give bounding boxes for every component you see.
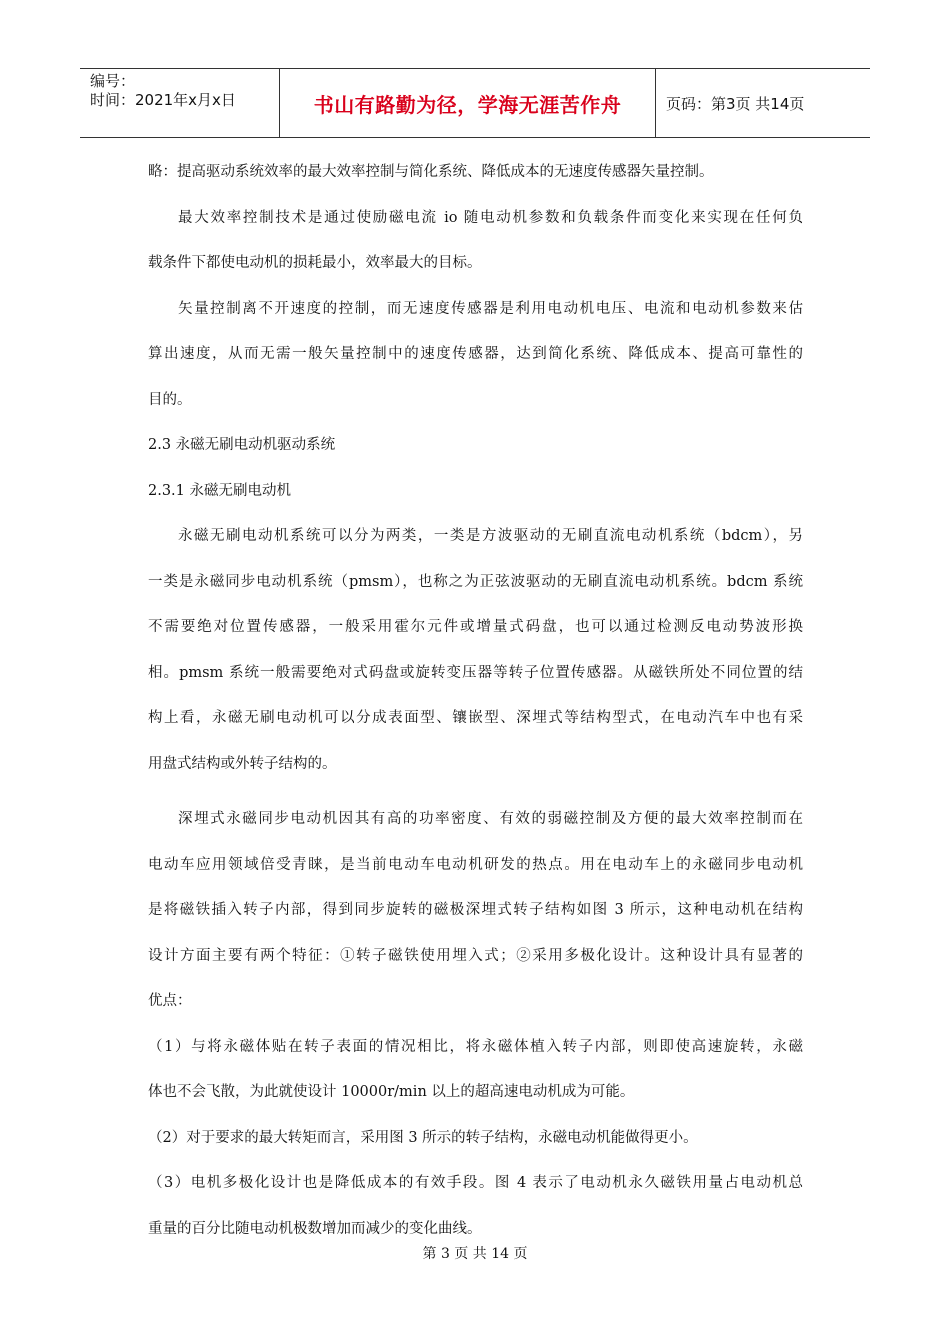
list-item-line: （3）电机多极化设计也是降低成本的有效手段。图 4 表示了电动机永久磁铁用量占电动机总	[148, 1175, 803, 1191]
paragraph-line: 一类是永磁同步电动机系统（pmsm），也称之为正弦波驱动的无刷直流电动机系统。bdcm 系统	[148, 573, 803, 590]
paragraph-line: 矢量控制离不开速度的控制，而无速度传感器是利用电动机电压、电流和电动机参数来估	[178, 300, 803, 317]
paragraph-line: 不需要绝对位置传感器，一般采用霍尔元件或增量式码盘，也可以通过检测反电动势波形换	[148, 619, 803, 635]
paragraph-line: 永磁无刷电动机系统可以分为两类，一类是方波驱动的无刷直流电动机系统（bdcm），另	[178, 528, 803, 544]
paragraph-line: 是将磁铁插入转子内部，得到同步旋转的磁极深埋式转子结构如图 3 所示，这种电动机在结构	[148, 902, 803, 918]
document-body	[148, 150, 803, 1252]
paragraph-line: 相。pmsm 系统一般需要绝对式码盘或旋转变压器等转子位置传感器。从磁铁所处不同位置的结	[148, 664, 803, 681]
list-item-line: （1）与将永磁体贴在转子表面的情况相比，将永磁体植入转子内部，则即使高速旋转，永磁	[148, 1038, 803, 1055]
header-motto: 书山有路勤为径，学海无涯苦作舟	[280, 69, 656, 137]
document-number: 编号：	[90, 72, 136, 90]
paragraph-line: 算出速度，从而无需一般矢量控制中的速度传感器，达到简化系统、降低成本、提高可靠性的	[148, 346, 803, 362]
paragraph-line: 构上看，永磁无刷电动机可以分成表面型、镶嵌型、深埋式等结构型式，在电动汽车中也有采	[148, 710, 803, 726]
header-meta	[80, 69, 280, 137]
paragraph-line: 深埋式永磁同步电动机因其有高的功率密度、有效的弱磁控制及方便的最大效率控制而在	[178, 811, 803, 827]
paragraph-line: 用盘式结构或外转子结构的。	[148, 755, 337, 772]
section-heading: 2.3 永磁无刷电动机驱动系统	[148, 437, 336, 453]
list-item-line: 重量的百分比随电动机极数增加而减少的变化曲线。	[148, 1220, 482, 1237]
document-date: 时间：2021年x月x日	[90, 91, 236, 109]
list-item-line: 体也不会飞散，为此就使设计 10000r/min 以上的超高速电动机成为可能。	[148, 1084, 635, 1100]
paragraph-line: 目的。	[148, 391, 192, 408]
paragraph-line: 最大效率控制技术是通过使励磁电流 io 随电动机参数和负载条件而变化来实现在任何负	[178, 209, 803, 226]
paragraph-line: 电动车应用领域倍受青睐，是当前电动车电动机研发的热点。用在电动车上的永磁同步电动机	[148, 856, 803, 873]
header-page-number: 页码：第3页 共14页	[666, 94, 805, 113]
paragraph-line: 略：提高驱动系统效率的最大效率控制与简化系统、降低成本的无速度传感器矢量控制。	[148, 164, 714, 180]
paragraph-line: 优点：	[148, 993, 192, 1009]
page-header	[80, 68, 870, 138]
paragraph-line: 载条件下都使电动机的损耗最小，效率最大的目标。	[148, 255, 482, 271]
list-item-line: （2）对于要求的最大转矩而言，采用图 3 所示的转子结构，永磁电动机能做得更小。	[148, 1129, 698, 1146]
paragraph-line: 设计方面主要有两个特征：①转子磁铁使用埋入式；②采用多极化设计。这种设计具有显著的	[148, 947, 803, 964]
page-footer: 第 3 页 共 14 页	[422, 1246, 528, 1262]
subsection-heading: 2.3.1 永磁无刷电动机	[148, 482, 292, 499]
